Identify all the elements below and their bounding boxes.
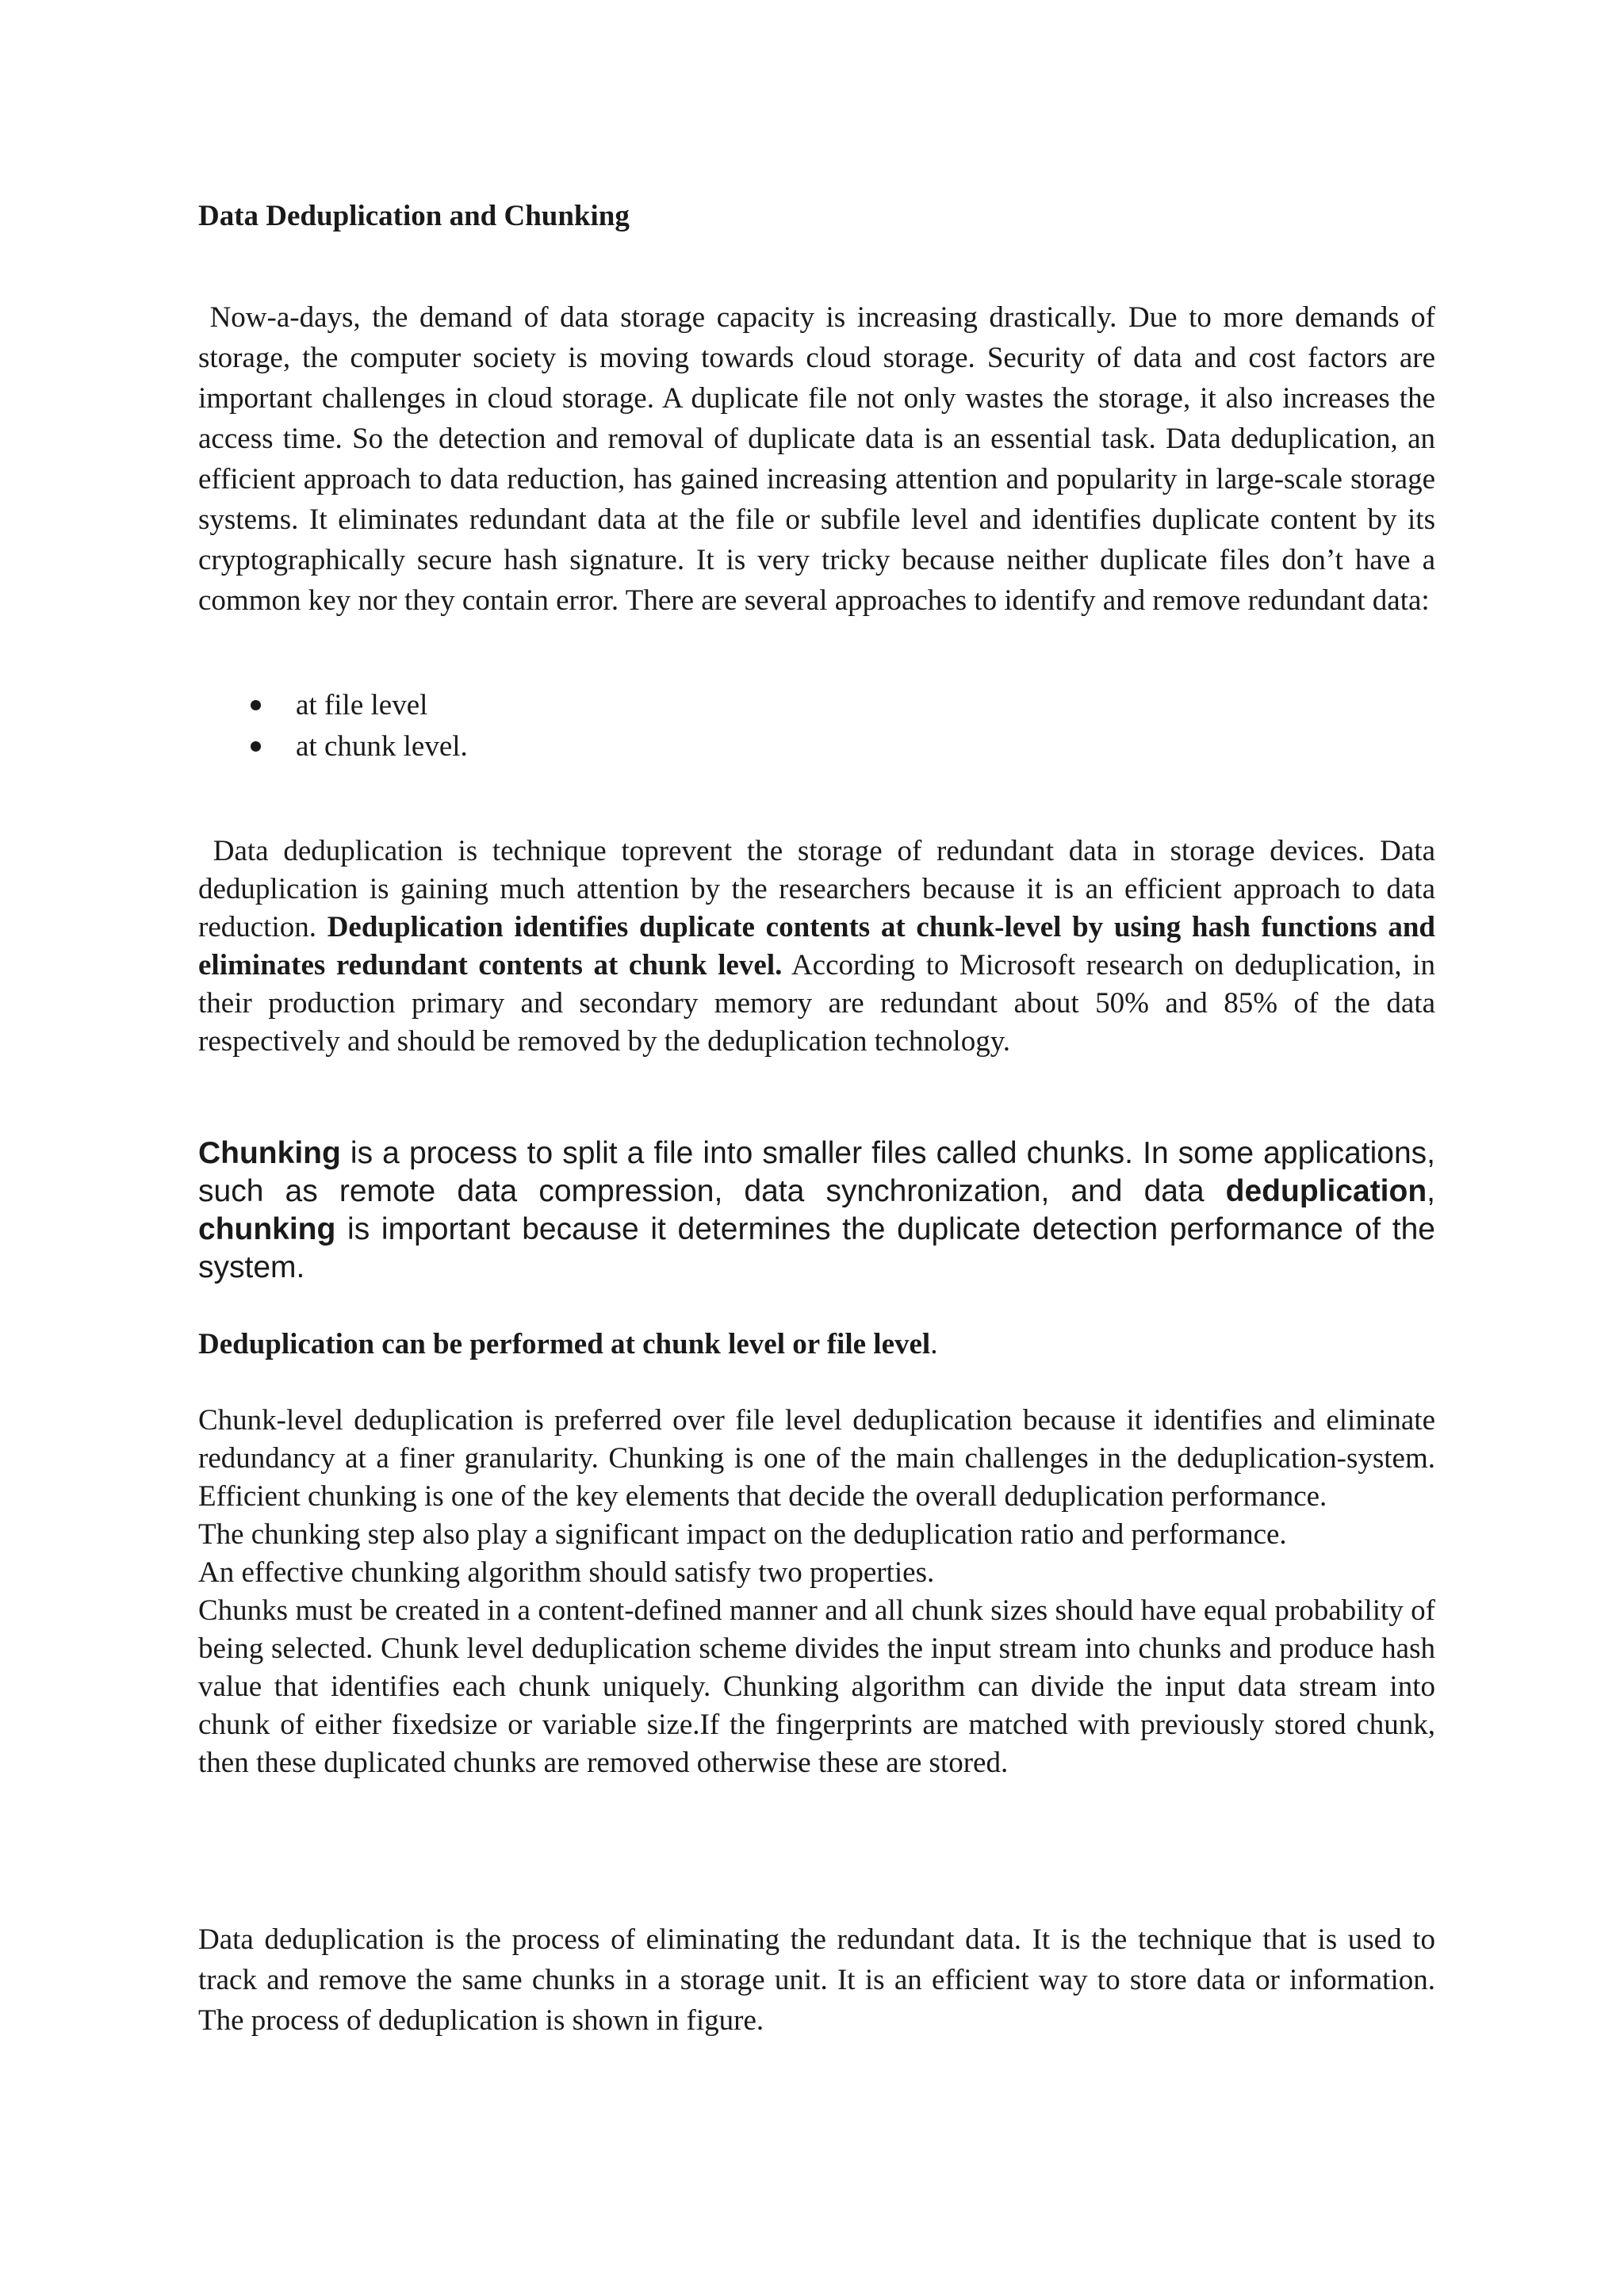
paragraph-text: The chunking step also play a significant impact on the deduplication ratio and performance. <box>198 1518 1287 1551</box>
paragraph-text: An effective chunking algorithm should satisfy two properties. <box>198 1556 935 1589</box>
paragraph-text: is important because it determines the duplicate detection performance of the system. <box>198 1212 1435 1284</box>
paragraph-text: According to Microsoft research on deduplication, in their production primary and secondary memory are redundant about 50% and 85% of the data respectively and should be removed by the deduplication technology. <box>198 949 1435 1058</box>
closing-paragraph: Data deduplication is the process of eliminating the redundant data. It is the technique that is used to track and remove the same chunks in a storage unit. It is an efficient way to store data or information. The process of deduplication is shown in figure. <box>198 1923 1435 2037</box>
chunk-level-section <box>198 1402 1435 1782</box>
list-item <box>198 726 468 767</box>
bullet-icon <box>251 741 261 752</box>
paragraph-text: Chunks must be created in a content-defined manner and all chunk sizes should have equal probability of being selected. Chunk level deduplication scheme divides the input stream into chunks and produce hash value that identifies each chunk uniquely. Chunking algorithm can divide the input data stream into chunk of either fixedsize or variable size.If the fingerprints are matched with previously stored chunk, then these duplicated chunks are removed otherwise these are stored. <box>198 1594 1435 1779</box>
bold-statement: Deduplication can be performed at chunk level or file level <box>198 1328 931 1360</box>
chunking-paragraph <box>198 1135 1435 1287</box>
paragraph-text: Chunk-level deduplication is preferred over file level deduplication because it identifies and eliminate redundancy at a finer granularity. Chunking is one of the main challenges in the deduplication-system. Efficient chunking is one of the key elements that decide the overall deduplication performance. <box>198 1404 1435 1513</box>
page-title: Data Deduplication and Chunking <box>198 200 630 232</box>
bold-term: chunking <box>198 1212 336 1246</box>
paragraph-text: is a process to split a file into smaller files called chunks. In some applications, such as remote data compression, data synchronization, and data <box>198 1136 1435 1208</box>
deduplication-paragraph <box>198 832 1435 1061</box>
bullet-icon <box>251 700 261 710</box>
intro-paragraph: Now-a-days, the demand of data storage capacity is increasing drastically. Due to more demands of storage, the computer society is moving towards cloud storage. Security of data and cost factors are important challenges in cloud storage. A duplicate file not only wastes the storage, it also increases the access time. So the detection and removal of duplicate data is an essential task. Data deduplication, an efficient approach to data reduction, has gained increasing attention and popularity in large-scale storage systems. It eliminates redundant data at the file or subfile level and identifies duplicate content by its cryptographically secure hash signature. It is very tricky because neither duplicate files don’t have a common key nor they contain error. There are several approaches to identify and remove redundant data: <box>198 301 1435 617</box>
list-item-text: at chunk level. <box>296 730 468 763</box>
paragraph-text: , <box>1427 1174 1435 1208</box>
deduplication-levels-statement <box>198 1324 1435 1364</box>
list-item-text: at file level <box>296 689 428 721</box>
paragraph-text: Data deduplication is technique toprevent the storage of redundant data in storage devices. Data deduplication is gaining much attention by the researchers because it is an efficient approach to data reduction. <box>198 835 1435 943</box>
list-item <box>198 685 468 726</box>
paragraph-text: . <box>930 1328 938 1360</box>
bold-term: deduplication <box>1225 1174 1427 1208</box>
bold-statement: Deduplication identifies duplicate contents at chunk-level by using hash functions and eliminates redundant contents at chunk level. <box>198 911 1435 982</box>
bold-term: Chunking <box>198 1136 341 1170</box>
approach-list <box>198 685 468 767</box>
